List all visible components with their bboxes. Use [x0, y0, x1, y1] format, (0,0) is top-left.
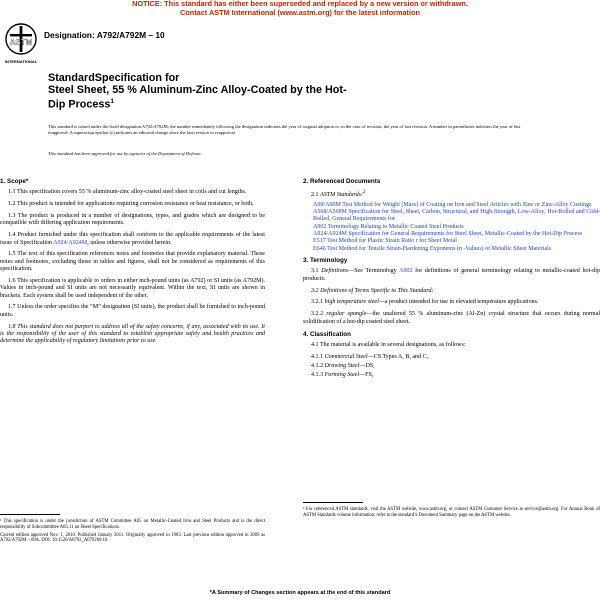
scope-p1: 1.1 This specification covers 55 % aluminum-zinc alloy-coated steel sheet in coils and cut lengths.: [8, 189, 247, 196]
footnote-rule-right: [303, 502, 363, 503]
terminology-p3-text: —a product intended for use in elevated temperature applications.: [378, 299, 539, 306]
scope-p8: 1.8 This standard does not purport to address all of the safety concerns, if any, associated with its use. It is the responsibility of the user of this standard to establish appropriate safety and health practices and determine the applicability of regulatory limitations prior to use.: [0, 323, 265, 345]
classification-item-2-num: 4.1.2: [311, 363, 325, 370]
footnote-1-p1: ¹ This specification is under the jurisdiction of ASTM Committee A05 on Metallic-Coated Iron and Steel Products and is the direct responsibility of Subcommittee A05.11 on Sheet Specifications.: [0, 519, 265, 530]
title-line-2: Steel Sheet, 55 % Aluminum-Zinc Alloy-Coated by the Hot-: [48, 84, 347, 97]
reference-code-link[interactable]: A90/A90M: [313, 201, 341, 208]
reference-item: [303, 246, 600, 253]
terminology-p4-text: —the unaltered 55 % aluminum-zinc (Al-Zn) crystal structure that occurs during normal solidification of a hot-dip coated steel sheet.: [303, 311, 600, 325]
terminology-p4-num: 3.2.2: [311, 311, 327, 318]
astm-logo-icon: [4, 22, 38, 68]
classification-item-1-num: 4.1.1: [311, 353, 325, 360]
scope-p3: 1.3 The product is produced in a number of designations, types, and grades which are designed to be compatible with differing application requirements.: [0, 213, 265, 227]
terminology-p2: 3.2 Definitions of Terms Specific to This Standard:: [311, 287, 434, 294]
classification-item-1: [303, 354, 600, 361]
title-line-1: StandardSpecification for: [48, 72, 180, 84]
scope-p4-text: 1.4 Product furnished under this specification shall conform to the applicable requirements of the latest issue of Specification: [0, 232, 265, 246]
terminology-p3: [303, 299, 600, 306]
scope-p4: [0, 232, 265, 247]
astm-standards-italic: ASTM Standards:: [320, 192, 364, 199]
title-line-3: Dip Process: [48, 99, 111, 111]
designation: Designation: A792/A792M – 10: [44, 30, 165, 40]
link-a924[interactable]: A924/A924M: [53, 239, 88, 246]
notice-banner: [0, 0, 600, 17]
terminology-p1-text-end: for definitions of general terminology relating to metallic-coated hot-dip products.: [303, 268, 600, 282]
scope-p5: 1.5 The text of this specification references notes and footnotes that provide explanatory material. These notes and footnotes, excluding those in tables and figures, shall not be considered as requirements of this specification.: [0, 251, 265, 273]
reference-title-link[interactable]: Terminology Relating to Metallic Coated Steel Products: [326, 223, 464, 230]
reference-title-link[interactable]: Specification for Steel, Sheet, Carbon, Structural, and High-Strength, Low-Alloy, Hot-Rolled and Cold-Rolled, General Requirements for: [313, 209, 600, 223]
reference-list: [303, 202, 600, 253]
reference-title-link[interactable]: Specification for General Requirements for Steel Sheet, Metallic-Coated by the Hot-Dip Process: [346, 231, 583, 238]
terminology-p1-num: 3.1: [311, 268, 322, 275]
referenced-heading: 2. Referenced Documents: [303, 178, 381, 185]
reference-title-link[interactable]: Test Method for Tensile Strain-Hardening Exponents (n -Values) of Metallic Sheet Materials: [325, 245, 552, 252]
astm-standards-label: [303, 189, 600, 199]
classification-item-3: [303, 372, 600, 379]
title-footnote-mark: 1: [110, 98, 115, 106]
astm-standards-number: 2.1: [311, 192, 321, 199]
reference-item: [303, 224, 600, 231]
astm-standards-mark: 2: [363, 190, 366, 196]
right-column: [303, 178, 600, 382]
classification-p1: 4.1 The material is available in several designations, as follows:: [311, 341, 466, 348]
notice-line-2: Contact ASTM International (www.astm.org) for the latest information: [180, 7, 420, 17]
classification-item-2-text: —DS,: [359, 363, 375, 370]
reference-code-link[interactable]: E646: [313, 245, 326, 252]
approved-text: This standard has been approved for use by agencies of the Department of Defense.: [48, 151, 202, 156]
classification-heading: 4. Classification: [303, 330, 351, 338]
reference-code-link[interactable]: E517: [313, 238, 326, 245]
reference-code-link[interactable]: A568/A568M: [313, 209, 347, 216]
scope-p4-text-end: , unless otherwise provided herein.: [87, 239, 172, 246]
terminology-p3-num: 3.2.1: [311, 299, 325, 306]
terminology-p4: [303, 311, 600, 326]
classification-item-3-italic: Forming Steel: [324, 372, 360, 379]
classification-item-2: [303, 363, 600, 370]
reference-title-link[interactable]: Test Method for Weight [Mass] of Coating on Iron and Steel Articles with Zinc or Zinc-Alloy Coatings: [340, 201, 592, 208]
scope-p2: 1.2 This product is intended for applications requiring corrosion resistance or heat resistance, or both.: [8, 201, 254, 208]
logo-subtext: INTERNATIONAL: [4, 59, 38, 64]
terminology-p1: [303, 268, 600, 283]
reference-item: [303, 202, 600, 209]
reference-title-link[interactable]: Test Method for Plastic Strain Ratio r for Sheet Metal: [325, 238, 457, 245]
classification-item-1-text: —CS Types A, B, and C,: [367, 353, 429, 360]
logo-text: ASTM: [9, 38, 33, 47]
reference-code-link[interactable]: A902: [313, 223, 327, 230]
terminology-heading: 3. Terminology: [303, 257, 348, 265]
notice-line-1: NOTICE: This standard has either been superseded and replaced by a new version or withdrawn.: [132, 0, 468, 8]
footnote-rule-left: [0, 514, 60, 515]
footnote-1-p2: Current edition approved Nov. 1, 2010. Published January 2011. Originally approved in 1983. Last previous edition approved in 2009 as A792/A792M – 09A. DOI: 10.1520/A0792_A0792M-10.: [0, 532, 265, 544]
terminology-p3-italic: high temperature steel: [324, 299, 379, 306]
terminology-p1-text: —See Terminology: [348, 268, 400, 275]
document-title: [48, 72, 388, 111]
scope-heading: 1. Scope*: [0, 178, 29, 185]
issued-text: This standard is issued under the fixed designation A792/A792M; the number immediately following the designation indicates the year of original adoption or, in the case of revision, the year of last revision. A number in parentheses indicates the year of last reapproval. A superscript epsilon (ε) indicates an editorial change since the last revision or reapproval.: [48, 124, 521, 135]
footnote-2: ² For referenced ASTM standards, visit the ASTM website, www.astm.org, or contact ASTM Customer Service at service@astm.org. For Annual Book of ASTM Standards volume information, refer to the standard’s Document Summary page on the ASTM website.: [303, 507, 600, 518]
footnote-1: [0, 519, 265, 544]
link-a902[interactable]: A902: [399, 268, 413, 275]
classification-item-3-text: —FS,: [359, 372, 374, 379]
reference-code-link[interactable]: A924/A924M: [313, 231, 347, 238]
left-column: [0, 178, 265, 350]
reference-item: [303, 238, 600, 245]
classification-item-1-italic: Commercial Steel: [324, 353, 368, 360]
terminology-p4-italic: regular spangle: [326, 311, 367, 318]
terminology-p1-italic: Definitions: [321, 268, 349, 275]
astm-logo: [4, 22, 38, 68]
reference-item: [303, 209, 600, 224]
classification-item-3-num: 4.1.3: [311, 372, 325, 379]
classification-item-2-italic: Drawing Steel: [324, 363, 360, 370]
scope-p6: 1.6 This specification is applicable to orders in either inch-pound units (as A792) or SI units (as A792M). Values in inch-pound and SI units are not necessarily equivalent. Within the text, SI units are shown in brackets. Each system shall be used independent of the other.: [0, 277, 265, 299]
scope-p7: 1.7 Unless the order specifies the “M” designation (SI units), the product shall be furnished to inch-pound units.: [0, 304, 265, 318]
summary-of-changes-note: *A Summary of Changes section appears at the end of this standard: [209, 590, 391, 596]
